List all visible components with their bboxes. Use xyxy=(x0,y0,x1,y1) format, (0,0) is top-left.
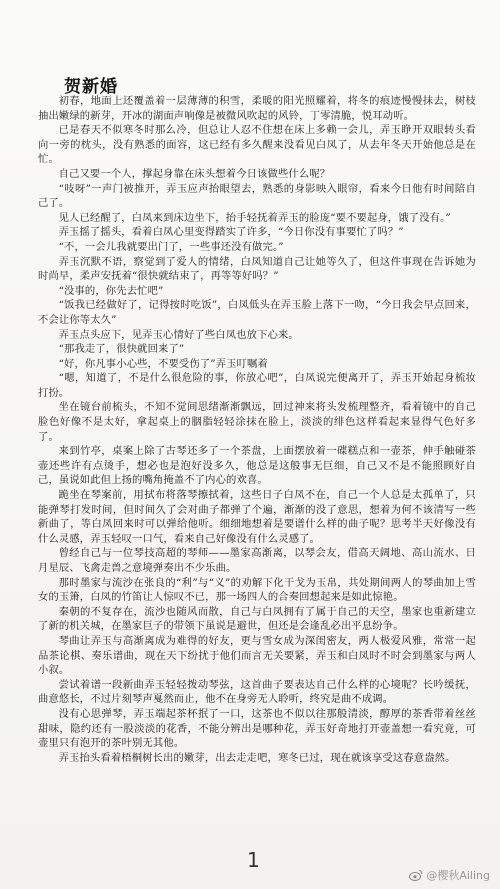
paragraph: 秦朝的不复存在，流沙也随风而散，自己与白凤拥有了属于自己的天空，墨家也重新建立了新的机关城，在墨家巨子的带领下虽说是避世，但还是会逢乱必出平息纷争。 xyxy=(38,605,476,633)
paragraph: 弄玉沉默不语，察觉到了爱人的情绪，白凤知道自己让她等久了，但这件事现在告诉她为时尚早，柔声安抚着“很快就结束了，再等等好吗？” xyxy=(38,255,476,283)
paragraph: 弄玉抬头看着梧桐树长出的嫩芽，出去走走吧，寒冬已过，现在就该享受这春意盎然。 xyxy=(58,751,456,764)
weibo-logo-icon xyxy=(409,869,423,881)
paragraph: “吱呀”一声门被推开，弄玉应声抬眼望去，熟悉的身影映入眼帘，看来今日他有时间陪自己了。 xyxy=(38,182,476,210)
paragraph: “没事的，你先去忙吧” xyxy=(58,284,164,297)
paragraph: 那时墨家与流沙在张良的“利”与“义”的劝解下化干戈为玉帛，共处期间两人的琴曲加上雪女的玉箫，白凤的竹笛让人惊叹不已，那一场四人的合奏回想起来是如此惊艳。 xyxy=(38,576,476,604)
paragraph: 初春，地面上还覆盖着一层薄薄的积雪，柔暖的阳光照耀着，将冬的痕迹慢慢抹去，树枝抽出嫩绿的新芽，开冰的湖面声响像是被微风吹起的风铃，丁零清脆，悦耳动听。 xyxy=(38,95,476,122)
page-number: 1 xyxy=(247,848,260,872)
paragraph: 跪坐在琴案前，用拭布将落琴擦拭着，这些日子白凤不在，自己一个人总是太孤单了，只能弹琴打发时间，但时间久了会对曲子都弹了个遍，渐渐的没了意思，想着为何不该清写一些新曲了，等白凤回来时可以弹给他听。细细地想着是要谱什么样的曲子呢？思考半天好像没有什么灵感，弄玉轻叹一口气，看来自己好像没有什么灵感了。 xyxy=(38,489,476,545)
paragraph: 尝试着谱一段新曲弄玉轻轻拨动琴弦，这首曲子要表达自己什么样的心境呢？长吟缓抚，曲意悠长，不过片刻琴声戛然而止，他不在身旁无人聆听，终究是曲不成调。 xyxy=(38,678,476,706)
watermark-text: @樱秋Ailing xyxy=(426,869,490,882)
paragraph: 已是春天不似寒冬时那么冷，但总让人忍不住想在床上多赖一会儿，弄玉睁开双眼转头看向一旁的枕头，没有熟悉的面容，这已经有多久醒来没看见白凤了，从去年冬天开始他总是在忙。 xyxy=(38,124,476,166)
paragraph: 弄玉点头应下，见弄玉心情好了些白凤也放下心来。 xyxy=(58,328,299,341)
paragraph: 弄玉摇了摇头，看着白凤心里变得踏实了许多，“今日你没有事要忙了吗？” xyxy=(58,226,404,239)
paragraph: “饭我已经做好了，记得按时吃饭”，白凤低头在弄玉脸上落下一吻，“今日我会早点回来，不会让你等太久” xyxy=(38,299,476,326)
paragraph: 自己又要一个人，撑起身靠在床头想着今日该做些什么呢？ xyxy=(58,167,331,180)
paragraph: 曾经自己与一位琴技高超的琴师——墨家高渐离，以琴会友，借高天阔地、高山流水、日月星辰、飞禽走兽之意境弹奏出不少乐曲。 xyxy=(38,547,476,574)
paragraph: 来到竹亭，桌案上除了古琴还多了一个茶盘，上面摆放着一碟糕点和一壶茶，伸手触碰茶壶还些许有点烫手，想必也是泡好没多久，他总是这般事无巨细，自己又不是不能照顾好自己，虽说如此但上扬的嘴角掩盖不了内心的欢喜。 xyxy=(38,445,476,487)
paragraph: 琴曲让弄玉与高渐离成为难得的好友，更与雪女成为深闺密友，两人极爱风雅，常常一起品茶论棋、奏乐谱曲，现在天下纷扰于他们而言无关要紧，弄玉和白凤时不时会到墨家与两人小叙。 xyxy=(38,634,476,677)
paragraph: “不，一会儿我就要出门了，一些事还没有做完。” xyxy=(58,240,284,253)
paragraph: “好，你凡事小心些，不要受伤了”弄玉叮嘱着 xyxy=(58,357,268,370)
paragraph: “嗯，知道了，不是什么很危险的事，你放心吧”，白凤说完便离开了，弄玉开始起身梳妆打扮。 xyxy=(38,372,476,399)
document-title: 贺新婚 xyxy=(64,77,118,97)
paragraph: 见人已经醒了，白凤来到床边坐下，抬手轻抚着弄玉的脸庞“要不要起身，饿了没有。” xyxy=(58,211,451,224)
paragraph: “那我走了，很快就回来了” xyxy=(58,343,185,356)
paragraph: 没有心思弹琴，弄玉端起茶杯抿了一口，这茶也不似以往那般清淡，醇厚的茶香带着丝丝甜味，隐约还有一股淡淡的花香，不能分辨出是哪种花，弄玉好奇地打开壶盖想一看究竟，可壶里只有泡开的茶叶别无其他。 xyxy=(38,707,476,750)
watermark xyxy=(409,867,490,883)
document-body xyxy=(38,94,476,765)
paragraph: 坐在镜台前梳头，不知不觉间思绪渐渐飘远，回过神来将头发梳理整齐，看着镜中的自己脸色好像不是太好，拿起桌上的胭脂轻轻涂抹在脸上，淡淡的绯色这样看起来显得气色好多了。 xyxy=(38,401,476,443)
